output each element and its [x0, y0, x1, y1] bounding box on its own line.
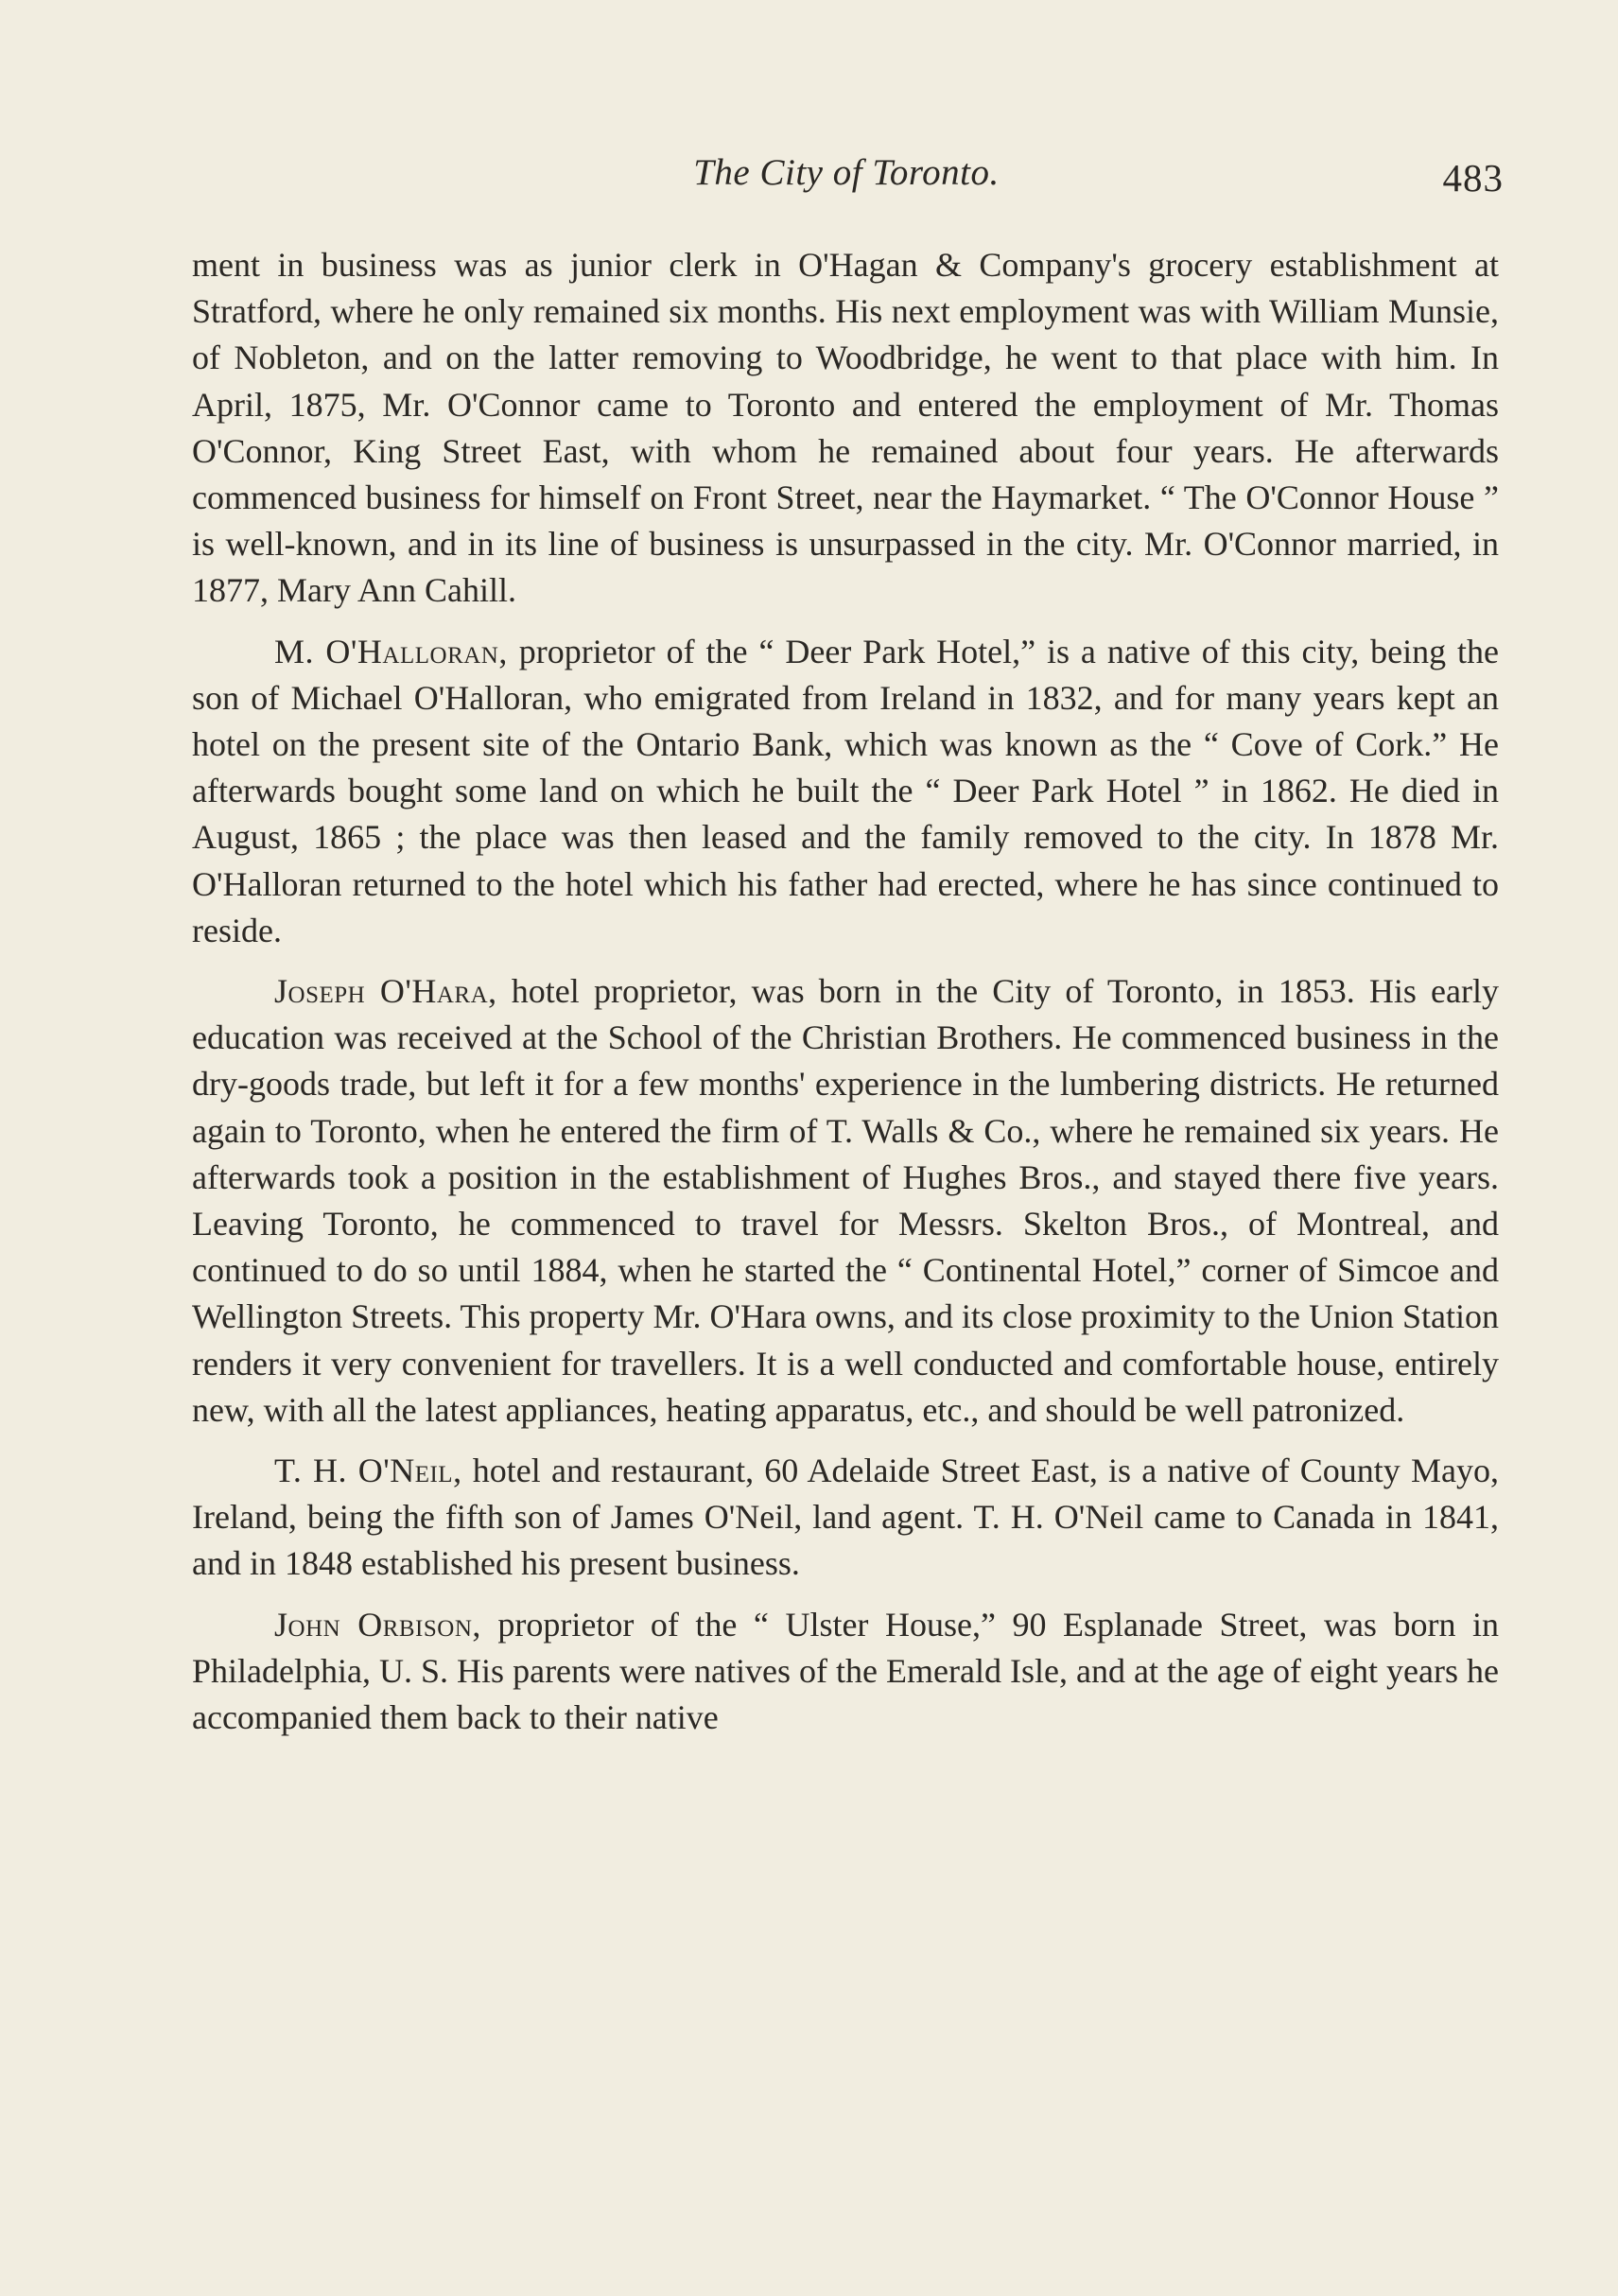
paragraph-text: ment in business was as junior clerk in O'Hagan & Company's grocery establishment at Stratford, where he only remained six months. His next employment was with William Munsie, of Nobleton, and on the latter removing to Woodbridge, he went to that place with him. In April, 1875, Mr. O'Connor came to Toronto and entered the employment of Mr. Thomas O'Connor, King Street East, with whom he remained about four years. He afterwards commenced business for himself on Front Street, near the Haymarket. “ The O'Connor House ” is well-known, and in its line of business is unsurpassed in the city. Mr. O'Connor married, in 1877, Mary Ann Cahill. — [192, 246, 1499, 610]
paragraph-text: proprietor of the “ Deer Park Hotel,” is a native of this city, being the son of Michael O'Halloran, who emigrated from Ireland in 1832, and for many years kept an hotel on the present site of the Ontario Bank, which was known as the “ Cove of Cork.” He afterwards bought some land on which he built the “ Deer Park Hotel ” in 1862. He died in August, 1865 ; the place was then leased and the family removed to the city. In 1878 Mr. O'Halloran returned to the hotel which his father had erected, where he has since continued to reside. — [192, 632, 1500, 949]
page-number: 483 — [1442, 156, 1504, 200]
paragraph-oconnor-continued — [192, 242, 1499, 615]
paragraph-text: hotel proprietor, was born in the City of Toronto, in 1853. His early education was received at the School of the Christian Brothers. He commenced business in the dry-goods trade, but left it for a few months' experience in the lumbering districts. He returned again to Toronto, when he entered the firm of T. Walls & Co., where he remained six years. He afterwards took a position in the establishment of Hughes Bros., and stayed there five years. Leaving Toronto, he commenced to travel for Messrs. Skelton Bros., of Montreal, and continued to do so until 1884, when he started the “ Continental Hotel,” corner of Simcoe and Wellington Streets. This property Mr. O'Hara owns, and its close proximity to the Union Station renders it very convenient for travellers. It is a well conducted and comfortable house, entirely new, with all the latest appliances, heating apparatus, etc., and should be well patronized. — [192, 972, 1499, 1429]
entry-name: Joseph O'Hara, — [274, 972, 497, 1011]
body-text — [192, 242, 1499, 1741]
entry-name: John Orbison, — [274, 1605, 481, 1644]
running-head — [189, 151, 1504, 208]
paragraph-text: proprietor of the “ Ulster House,” 90 Esplanade Street, was born in Philadelphia, U. S. His parents were natives of the Emerald Isle, and at the age of eight years he accompanied them back to their native — [192, 1605, 1499, 1737]
running-title: The City of Toronto. — [693, 152, 1000, 193]
entry-name: M. O'Halloran, — [274, 632, 508, 670]
paragraph-text: hotel and restaurant, 60 Adelaide Street East, is a native of County Mayo, Ireland, being the fifth son of James O'Neil, land agent. T. H. O'Neil came to Canada in 1841, and in 1848 established his present business. — [192, 1452, 1500, 1583]
entry-name: T. H. O'Neil, — [274, 1452, 462, 1490]
paragraph-ohalloran — [192, 629, 1499, 954]
paragraph-orbison — [192, 1602, 1499, 1742]
paragraph-ohara — [192, 968, 1499, 1434]
paragraph-oneil — [192, 1448, 1499, 1588]
